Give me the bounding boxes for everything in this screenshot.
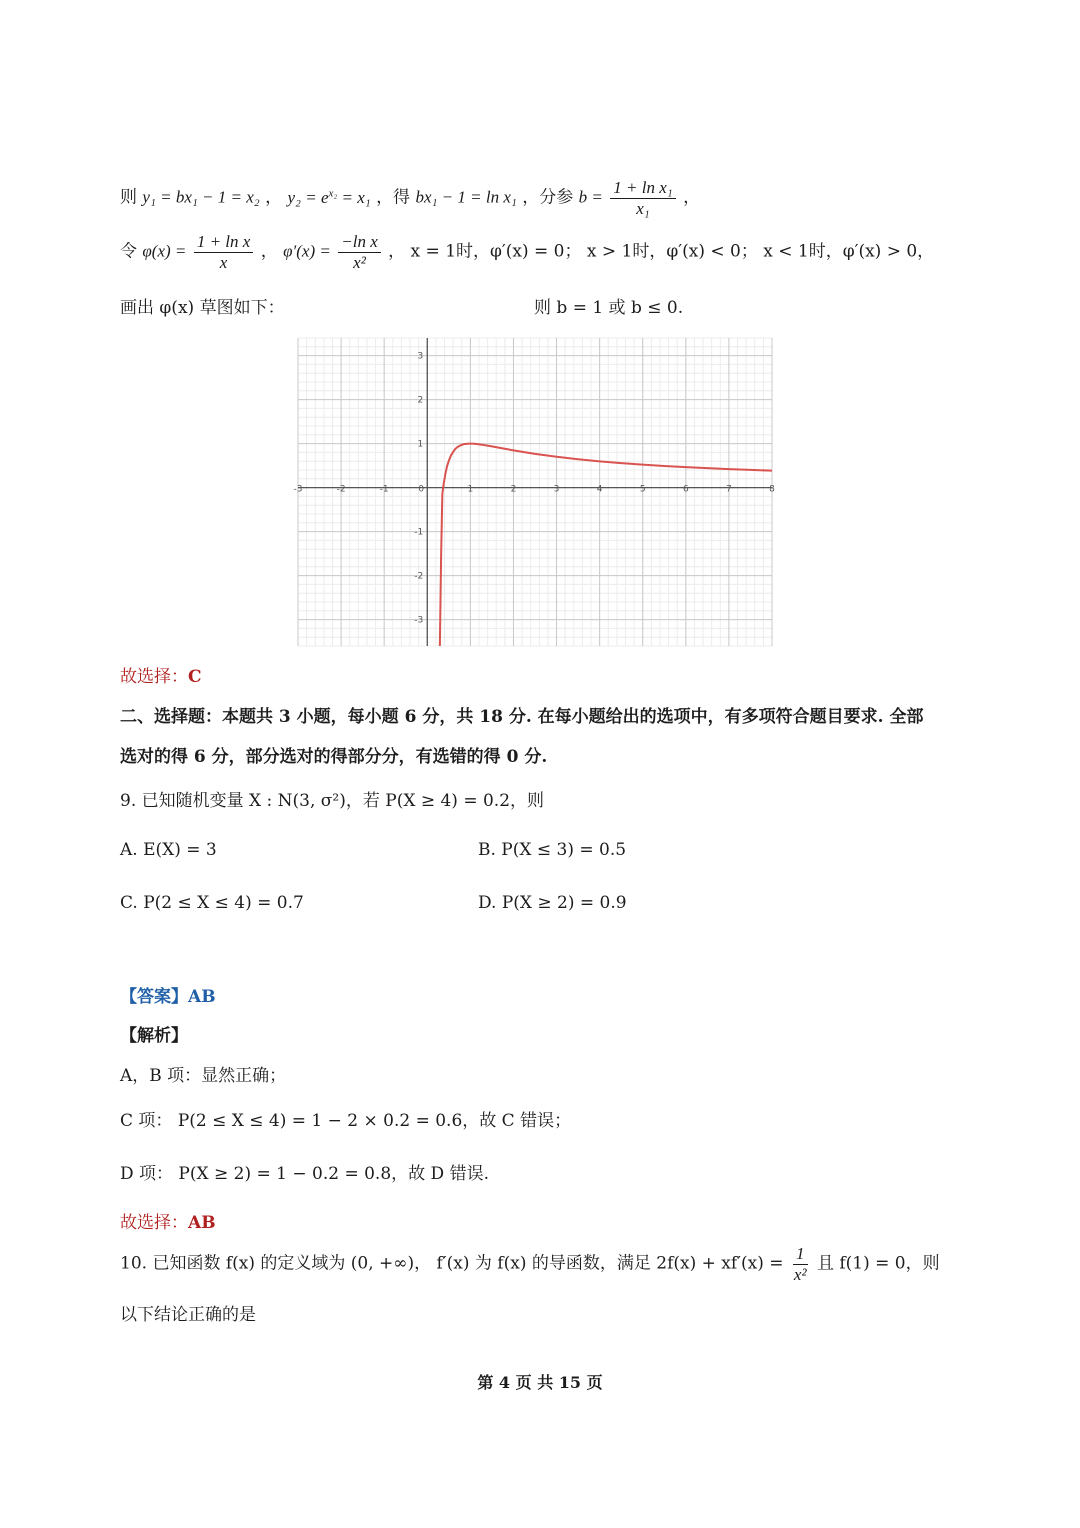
fraction-numerator: 1 bbox=[793, 1244, 808, 1265]
y-tick-label: -3 bbox=[414, 615, 424, 626]
axes bbox=[298, 338, 772, 646]
y-tick-label: -1 bbox=[414, 527, 424, 538]
conclusion-b: 则 b = 1 或 b ≤ 0. bbox=[534, 298, 684, 318]
derivation-line-1 bbox=[120, 178, 700, 218]
answer-value: C bbox=[188, 667, 202, 687]
section-2-line-2: 选对的得 6 分，部分选对的得部分分，有选错的得 0 分. bbox=[120, 747, 548, 767]
phi-graph bbox=[293, 338, 775, 646]
y-tick-label: 3 bbox=[417, 351, 424, 362]
analysis-ab: A，B 项：显然正确； bbox=[120, 1066, 287, 1086]
text-prefix: 则 bbox=[120, 187, 137, 208]
x-tick-label: 3 bbox=[553, 484, 560, 495]
x-tick-label: -3 bbox=[293, 484, 303, 495]
y-tick-label: -2 bbox=[414, 571, 424, 582]
fraction-denominator: x² bbox=[353, 252, 366, 272]
grid-major bbox=[298, 338, 772, 646]
section-2-line-1: 二、选择题：本题共 3 小题，每小题 6 分，共 18 分. 在每小题给出的选项中，有多项符合题目要求. 全部 bbox=[120, 707, 924, 727]
fraction-dphi bbox=[338, 232, 381, 272]
eq-y2 bbox=[288, 188, 371, 207]
x-tick-label: 8 bbox=[769, 484, 775, 495]
fraction-denominator: x² bbox=[793, 1264, 807, 1284]
answer-q9-select bbox=[120, 1208, 216, 1233]
eq-y1: y₁ = bx₁ − 1 = x₂ bbox=[142, 187, 260, 207]
eq-y2-exp: x₂ bbox=[328, 186, 338, 199]
option-b: B. P(X ≤ 3) = 0.5 bbox=[478, 840, 627, 860]
fraction-phi bbox=[194, 232, 254, 272]
answer-q8 bbox=[120, 662, 202, 687]
x-tick-label: 0 bbox=[418, 484, 425, 495]
x-tick-label: 5 bbox=[639, 484, 646, 495]
question-10-stem bbox=[120, 1244, 940, 1284]
grid-minor bbox=[298, 338, 772, 646]
text-ling: 令 bbox=[120, 241, 137, 262]
question-10-text-a: 10. 已知函数 f(x) 的定义域为 (0, +∞)， f′(x) 为 f(x) 的导函数，满足 2f(x) + xf′(x) = bbox=[120, 1253, 784, 1274]
analysis-d: D 项： P(X ≥ 2) = 1 − 0.2 = 0.8，故 D 错误. bbox=[120, 1164, 489, 1184]
eq-phi: φ(x) = bbox=[142, 241, 187, 261]
fraction-denominator: x bbox=[219, 252, 228, 272]
separator: ， bbox=[265, 187, 283, 208]
answer-value: AB bbox=[188, 987, 216, 1007]
x-tick-label: -1 bbox=[379, 484, 389, 495]
eq-b: b = bbox=[578, 187, 603, 207]
derivation-line-2 bbox=[120, 232, 934, 272]
answer-tag: 【答案】 bbox=[120, 987, 188, 1007]
answer-value: AB bbox=[188, 1213, 216, 1233]
text-de: ，得 bbox=[376, 187, 411, 208]
eq-dphi: φ′(x) = bbox=[283, 241, 331, 261]
analysis-c: C 项： P(2 ≤ X ≤ 4) = 1 − 2 × 0.2 = 0.6，故 C 错误； bbox=[120, 1111, 572, 1131]
answer-label: 故选择： bbox=[120, 1213, 188, 1233]
x-tick-label: 4 bbox=[596, 484, 603, 495]
fraction-b bbox=[610, 178, 675, 218]
question-10-line-2: 以下结论正确的是 bbox=[120, 1305, 256, 1325]
question-10-text-b: 且 f(1) = 0，则 bbox=[816, 1253, 940, 1274]
monotonic-conditions: ， x = 1时，φ′(x) = 0； x > 1时，φ′(x) < 0； x < 1时，φ′(x) > 0， bbox=[388, 241, 935, 262]
separator: ， bbox=[683, 187, 701, 208]
x-tick-label: 2 bbox=[510, 484, 517, 495]
analysis-tag: 【解析】 bbox=[120, 1026, 188, 1046]
option-a: A. E(X) = 3 bbox=[120, 840, 217, 860]
text-fencan: ，分参 bbox=[522, 187, 574, 208]
fraction-denominator: x₁ bbox=[636, 198, 650, 218]
eq-y2-rest: = x₁ bbox=[337, 187, 371, 207]
question-9-stem: 9. 已知随机变量 X : N(3, σ²)，若 P(X ≥ 4) = 0.2，则 bbox=[120, 791, 545, 811]
x-tick-label: 1 bbox=[467, 484, 474, 495]
fraction-numerator: −ln x bbox=[338, 232, 381, 253]
page-footer: 第 4 页 共 15 页 bbox=[477, 1373, 603, 1392]
sketch-intro: 画出 φ(x) 草图如下： bbox=[120, 298, 285, 318]
fraction-numerator: 1 + ln x₁ bbox=[610, 178, 675, 199]
phi-curve bbox=[440, 444, 772, 646]
x-tick-label: 6 bbox=[682, 484, 689, 495]
separator: ， bbox=[260, 241, 278, 262]
option-c: C. P(2 ≤ X ≤ 4) = 0.7 bbox=[120, 893, 304, 913]
y-tick-label: 2 bbox=[417, 395, 424, 406]
answer-q9 bbox=[120, 982, 216, 1007]
eq-y2-base: y₂ = e bbox=[287, 187, 329, 207]
x-tick-label: -2 bbox=[336, 484, 346, 495]
answer-label: 故选择： bbox=[120, 667, 188, 687]
eq-bx1: bx₁ − 1 = ln x₁ bbox=[415, 187, 517, 207]
fraction-numerator: 1 + ln x bbox=[194, 232, 254, 253]
x-tick-label: 7 bbox=[726, 484, 732, 495]
option-d: D. P(X ≥ 2) = 0.9 bbox=[478, 893, 627, 913]
fraction-q10 bbox=[791, 1244, 810, 1284]
y-tick-label: 1 bbox=[417, 439, 424, 450]
